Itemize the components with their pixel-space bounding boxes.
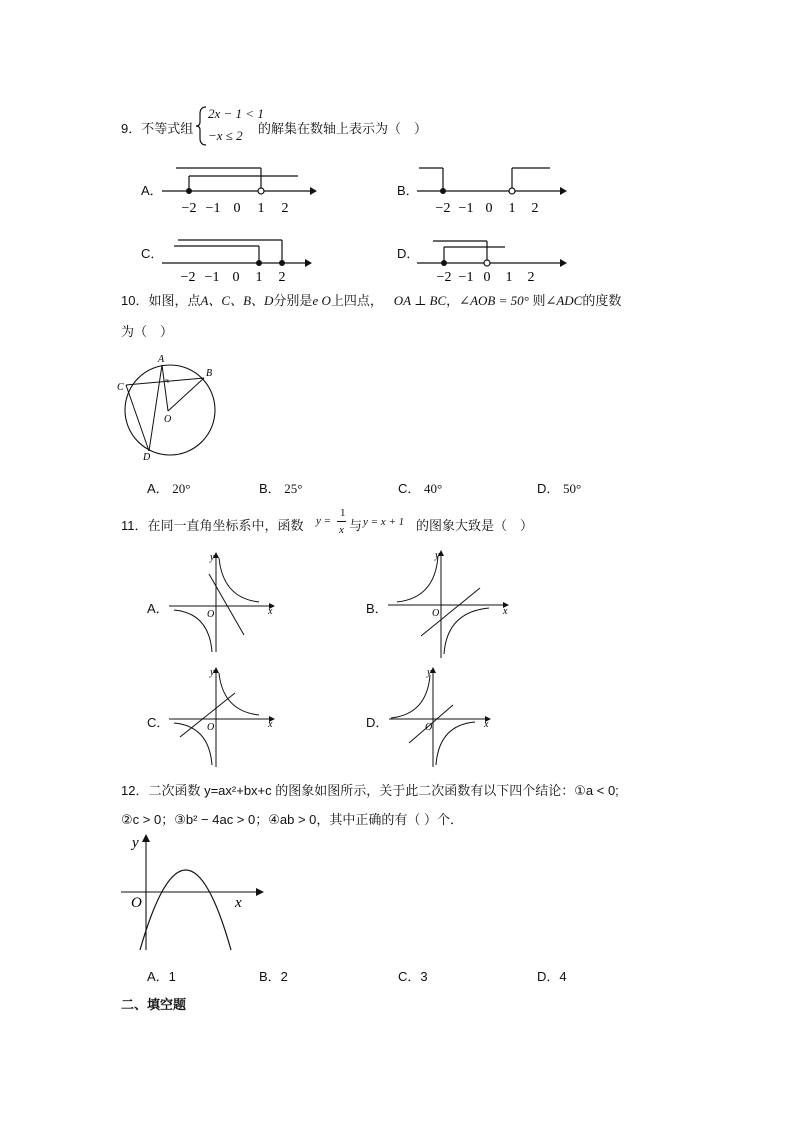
q9-stem <box>121 118 193 137</box>
axis-y-label: y <box>427 667 432 678</box>
option-value: 2 <box>280 969 288 984</box>
option-letter: D． <box>537 481 560 496</box>
option-letter: B． <box>259 481 281 496</box>
q12-option-a[interactable] <box>147 966 176 985</box>
tick-label: 2 <box>281 201 289 216</box>
q9-number: 9． <box>121 121 142 136</box>
tick-label: 0 <box>233 201 241 216</box>
q11-option-b-graph <box>385 548 515 660</box>
tick-label: −2 <box>435 201 451 216</box>
q10-circle-symbol: e O <box>312 293 331 308</box>
axis-x-label: x <box>484 719 489 730</box>
axis-y-label: y <box>132 835 139 851</box>
section-heading-fill-in: 二、填空题 <box>121 997 187 1012</box>
point-label-d: D <box>143 452 151 463</box>
axis-x-label: x <box>268 606 273 617</box>
q10-condition-2: ∠AOB = 50° <box>459 293 529 308</box>
option-value: 20° <box>172 481 191 496</box>
q9-option-b-numberline <box>415 160 575 220</box>
tick-label: 1 <box>255 270 263 282</box>
q9-prefix: 不等式组 <box>141 121 194 136</box>
q9-option-c-numberline <box>160 232 320 282</box>
q12-option-d[interactable] <box>537 966 567 985</box>
tick-label: 2 <box>527 270 535 282</box>
q10-stem-line2: 为（ ） <box>121 324 174 339</box>
q11-fraction-bar <box>337 521 346 522</box>
q10-points: A、C、B、D <box>200 293 274 308</box>
option-letter: C． <box>398 969 421 984</box>
q10-option-b[interactable] <box>259 478 303 497</box>
q11-f1-numerator: 1 <box>340 507 346 519</box>
q11-text-b: 与 <box>349 518 363 533</box>
tick-label: −2 <box>180 270 196 282</box>
q9-ineq1: 2x − 1 < 1 <box>208 106 264 121</box>
point-label-b: B <box>206 368 213 379</box>
point-label-o: O <box>164 414 172 425</box>
point-label-a: A <box>158 354 165 365</box>
q11-option-c-graph <box>165 665 280 770</box>
axis-x-label: x <box>235 895 242 911</box>
q10-option-a[interactable] <box>147 478 191 497</box>
q11-stem <box>121 515 304 534</box>
q9-option-a-numberline <box>160 160 320 220</box>
q9-option-c-label: C． <box>141 246 164 261</box>
axis-y-label: y <box>210 667 215 678</box>
q11-f1-denominator: x <box>339 524 344 536</box>
q9-option-d-label: D． <box>397 246 420 261</box>
q11-option-a-graph <box>165 550 280 655</box>
tick-label: 0 <box>483 270 491 282</box>
q10-option-d[interactable] <box>537 478 581 497</box>
tick-label: 0 <box>485 201 493 216</box>
origin-label: O <box>131 895 142 911</box>
tick-label: −1 <box>205 201 221 216</box>
q10-option-c[interactable] <box>398 478 442 497</box>
q12-stem-line2: ②c > 0；③b² − 4ac > 0；④ab > 0，其中正确的有（ ）个． <box>121 812 464 827</box>
option-letter: A． <box>147 969 169 984</box>
origin-label: O <box>207 722 215 733</box>
q10-text: 分别是 <box>273 293 313 308</box>
q11-text-c: 的图象大致是（ ） <box>416 518 534 533</box>
option-value: 3 <box>420 969 428 984</box>
q10-text: 的度数 <box>582 293 622 308</box>
q12-parabola-graph <box>118 832 268 952</box>
tick-label: 1 <box>508 201 516 216</box>
point-label-c: C <box>117 382 124 393</box>
option-value: 4 <box>559 969 567 984</box>
tick-label: 0 <box>232 270 240 282</box>
q9-brace <box>195 105 209 147</box>
option-value: 1 <box>168 969 176 984</box>
q9-option-a-label: A． <box>141 183 163 198</box>
q9-option-b-label: B． <box>397 183 419 198</box>
q10-text: 则 <box>532 293 546 308</box>
q12-option-c[interactable] <box>398 966 428 985</box>
option-value: 40° <box>424 481 443 496</box>
q10-target-angle: ∠ADC <box>545 293 583 308</box>
q10-stem-line1: 10．如图，点A、C、B、D分别是e O上四点， OA ⊥ BC，∠AOB = 50° 则∠ADC的度数 <box>121 293 622 308</box>
q10-circle-figure <box>112 350 222 465</box>
tick-label: 1 <box>505 270 513 282</box>
q10-text: 10．如图，点 <box>121 293 201 308</box>
tick-label: 1 <box>257 201 265 216</box>
q11-option-c-label: C． <box>147 715 170 730</box>
q12-stem-line1: 12．二次函数 y=ax²+bx+c 的图象如图所示，关于此二次函数有以下四个结论：①a < 0; <box>121 783 619 798</box>
option-value: 25° <box>284 481 303 496</box>
q11-f1-lhs: y = <box>316 515 332 527</box>
tick-label: −1 <box>458 201 474 216</box>
tick-label: −2 <box>436 270 452 282</box>
option-letter: B． <box>259 969 281 984</box>
q11-option-b-label: B． <box>366 601 388 616</box>
q12-option-b[interactable] <box>259 966 288 985</box>
q10-text: 上四点， <box>330 293 383 308</box>
q11-f2: y = x + 1 <box>363 516 405 528</box>
tick-label: −1 <box>204 270 220 282</box>
q9-suffix: 的解集在数轴上表示为（ ） <box>258 121 428 136</box>
q9-ineq2: −x ≤ 2 <box>208 128 243 143</box>
tick-label: 2 <box>278 270 286 282</box>
tick-label: 2 <box>531 201 539 216</box>
q11-option-d-graph <box>385 665 500 770</box>
option-letter: C． <box>398 481 421 496</box>
axis-y-label: y <box>435 550 440 561</box>
q11-option-a-label: A． <box>147 601 169 616</box>
axis-y-label: y <box>210 552 215 563</box>
tick-label: −1 <box>458 270 474 282</box>
option-value: 50° <box>563 481 582 496</box>
axis-x-label: x <box>503 606 508 617</box>
q9-option-d-numberline <box>415 232 575 282</box>
option-letter: D． <box>537 969 560 984</box>
tick-label: −2 <box>181 201 197 216</box>
q11-text: 11．在同一直角坐标系中，函数 <box>121 518 304 533</box>
axis-x-label: x <box>268 719 273 730</box>
origin-label: O <box>425 722 433 733</box>
option-letter: A． <box>147 481 169 496</box>
q10-condition-1: OA ⊥ BC <box>393 293 447 308</box>
q11-option-d-label: D． <box>366 715 389 730</box>
origin-label: O <box>432 608 440 619</box>
origin-label: O <box>207 609 215 620</box>
